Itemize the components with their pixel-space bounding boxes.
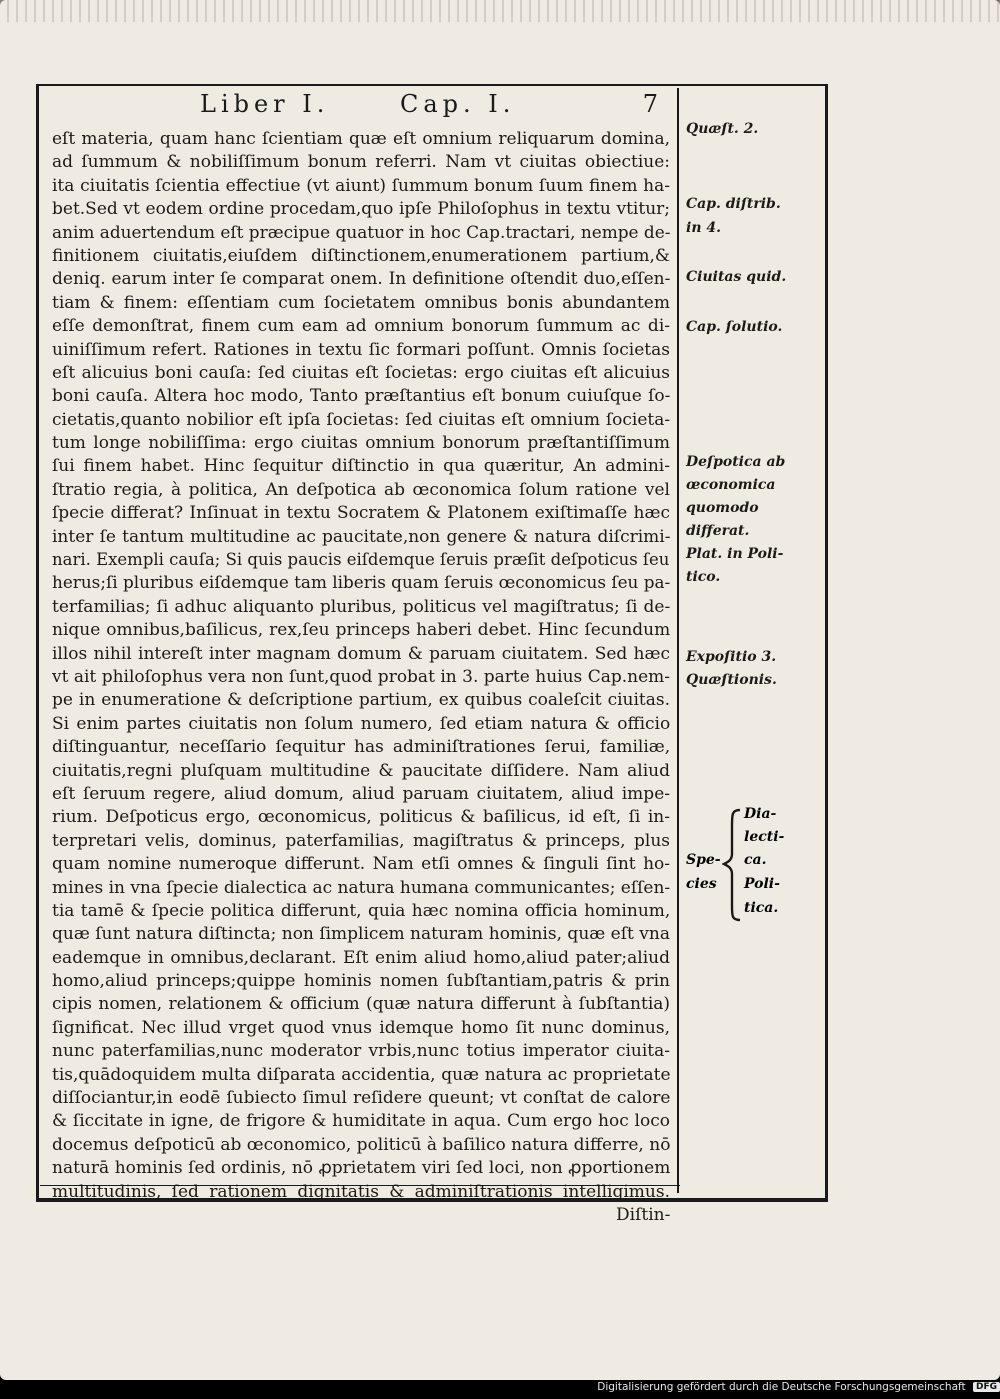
text-line: nique omnibus,baſilicus, rex,ſeu princeps haberi debet. Hinc ſecundum [52, 620, 671, 641]
text-line: vt ait philoſophus vera non ſunt,quod probat in 3. parte huius Cap.nem- [52, 666, 670, 687]
brace-right-5: tica. [744, 900, 779, 916]
text-line: terpretari velis, dominus, paterfamilias, magiſtratus & princeps, plus [52, 830, 670, 851]
text-line: diſſociantur,in eodē ſubiecto ſimul reſidere queunt; vt conſtat de calore [52, 1088, 671, 1109]
text-line: Diſtin- [616, 1204, 671, 1225]
brace-right-4: Poli- [744, 876, 780, 892]
marginal-note: Deſpotica ab [686, 454, 786, 470]
text-line: naturā hominis ſed ordinis, nō ꝓprietatem viri ſed loci, non ꝓportionem [52, 1158, 671, 1179]
text-line: eademque in omnibus,declarant. Eſt enim aliud homo,aliud pater;aliud [52, 947, 670, 968]
text-line: multitudinis, ſed rationem dignitatis & adminiſtrationis intelligimus. [52, 1181, 670, 1202]
text-line: ita ciuitatis ſcientia effectiue (vt aiunt) ſummum bonum ſuum finem ha- [52, 175, 670, 196]
marginal-note: Expoſitio 3. [686, 649, 777, 665]
brace-right-2: lecti- [744, 829, 785, 845]
text-line: uiniſſimum refert. Rationes in textu ſic formari poſſunt. Omnis ſocietas [52, 339, 670, 360]
marginal-note: Ciuitas quid. [686, 269, 787, 285]
brace-left-1: Spe- [686, 852, 721, 868]
text-line: herus;ſi pluribus eiſdemque tam liberis quam ſeruis œconomicus ſeu pa- [52, 573, 671, 594]
footer-text: Digitalisierung gefördert durch die Deutsche Forschungsgemeinschaft [597, 1381, 966, 1393]
text-line: quæ ſunt natura diſtincta; non ſimplicem naturam hominis, quæ eſt vna [52, 924, 670, 945]
text-line: nunc paterfamilias,nunc moderator vrbis,nunc totius imperator ciuita- [52, 1041, 670, 1062]
marginal-note: Quæſt. 2. [686, 121, 759, 137]
text-line: inter ſe tantum multitudine ac paucitate,non genere & natura diſcrimi- [52, 526, 671, 547]
text-line: ſignificat. Nec illud vrget quod vnus idemque homo ſit nunc dominus, [52, 1017, 670, 1038]
marginal-note: œconomica [686, 477, 776, 493]
header-liber: Liber I. [200, 90, 330, 118]
text-line: ſpecie differat? Inſinuat in textu Socratem & Platonem exiſtimaſſe hæc [52, 503, 670, 524]
text-line: eſt alicuius boni cauſa: ſed ciuitas eſt ſocietas: ergo ciuitas eſt alicuius [52, 362, 670, 383]
text-line: eſt ſeruum regere, aliud domum, aliud paruam ciuitatem, aliud impe- [52, 783, 670, 804]
text-line: diſtinguantur, neceſſario ſequitur has adminiſtrationes ſerui, familiæ, [52, 737, 671, 758]
text-line: ad ſummum & nobiliſſimum bonum referri. Nam vt ciuitas obiectiue: [52, 152, 670, 173]
brace-left-2: cies [686, 876, 717, 892]
text-line: anim aduertendum eſt præcipue quatuor in hoc Cap.tractari, nempe de- [52, 222, 671, 243]
page-top-edge [0, 0, 1000, 22]
text-line: tis,quādoquidem multa diſparata accidentia, quæ natura ac proprietate [52, 1064, 671, 1085]
text-line: quam nomine numeroque differunt. Nam etſi omnes & ſinguli ſint ho- [52, 854, 670, 875]
text-line: tum longe nobiliſſima: ergo ciuitas omnium bonorum præſtantiſſimum [52, 433, 670, 454]
marginal-note: Cap. diſtrib. [686, 196, 781, 212]
text-line: tia tamē & ſpecie politica differunt, quia hæc nomina officia hominum, [52, 900, 671, 921]
marginal-note: tico. [686, 569, 721, 585]
text-line: rium. Deſpoticus ergo, œconomicus, politicus & baſilicus, id eſt, ſi in- [52, 807, 670, 828]
text-line: illos nihil intereſt inter magnam domum & paruam ciuitatem. Sed hæc [52, 643, 670, 664]
text-line: docemus deſpoticū ab œconomico, politicū à baſilico natura differre, nō [52, 1134, 671, 1155]
running-header [200, 90, 670, 124]
text-line: nari. Exempli cauſa; Si quis paucis eiſdemque ſeruis præſit deſpoticus ſeu [52, 550, 670, 571]
text-line: ſtratio regia, à politica, An deſpotica ab œconomica ſolum ratione vel [52, 479, 670, 500]
text-line: & ſiccitate in igne, de frigore & humiditate in aqua. Cum ergo hoc loco [52, 1111, 670, 1132]
text-line: bet.Sed vt eodem ordine procedam,quo ipſe Philoſophus in textu vtitur; [52, 199, 670, 220]
curly-brace-icon [722, 806, 744, 926]
text-line: cietatis,quanto nobilior eſt ipſa ſocietas: ſed ciuitas eſt omnium ſocieta- [52, 409, 671, 430]
text-line: eſſe demonſtrat, finem cum eam ad omnium bonorum ſummum ac di- [52, 316, 670, 337]
marginal-note: Plat. in Poli- [686, 546, 784, 562]
marginal-note: quomodo [686, 500, 759, 516]
marginal-note: Quæſtionis. [686, 672, 777, 688]
dfg-logo: DFG [973, 1382, 1000, 1392]
digitization-footer [597, 1381, 1000, 1393]
text-line: deniq. earum inter ſe comparat onem. In definitione oſtendit duo,eſſen- [52, 269, 671, 290]
brace-right-1: Dia- [744, 806, 777, 822]
text-line: boni cauſa. Altera hoc modo, Tanto præſtantius eſt bonum cuiuſque ſo- [52, 386, 671, 407]
text-line: homo,aliud princeps;quippe hominis nomen ſubſtantiam,patris & prin [52, 971, 670, 992]
species-brace-note [686, 806, 816, 926]
main-text-block [52, 128, 670, 1227]
header-cap: Cap. I. [400, 90, 516, 118]
text-line: mines in vna ſpecie dialectica ac natura humana communicantes; eſſen- [52, 877, 671, 898]
text-line: pe in enumeratione & deſcriptione partium, ex quibus coaleſcit ciuitas. [52, 690, 671, 711]
marginal-note: in 4. [686, 220, 721, 236]
margin-divider [677, 88, 679, 1193]
brace-right-3: ca. [744, 852, 767, 868]
text-line: Si enim partes ciuitatis non ſolum numero, ſed etiam natura & officio [52, 713, 671, 734]
text-line: ſui finem habet. Hinc ſequitur diſtinctio in qua quæritur, An admini- [52, 456, 670, 477]
page-number: 7 [642, 90, 658, 118]
text-line: eſt materia, quam hanc ſcientiam quæ eſt omnium reliquarum domina, [52, 129, 670, 149]
marginal-note: Cap. ſolutio. [686, 319, 783, 335]
marginal-note: differat. [686, 523, 750, 539]
text-line: cipis nomen, relationem & officium (quæ natura differunt à ſubſtantia) [52, 994, 671, 1015]
text-line: terfamilias; ſi adhuc aliquanto pluribus, politicus vel magiſtratus; ſi de- [52, 596, 671, 617]
text-line: finitionem ciuitatis,eiuſdem diſtinctionem,enumerationem partium,& [52, 245, 670, 266]
text-line: ciuitatis,regni pluſquam multitudine & paucitate diſſidere. Nam aliud [52, 760, 670, 781]
text-line: tiam & finem: eſſentiam cum ſocietatem omnibus bonis abundantem [52, 292, 670, 313]
